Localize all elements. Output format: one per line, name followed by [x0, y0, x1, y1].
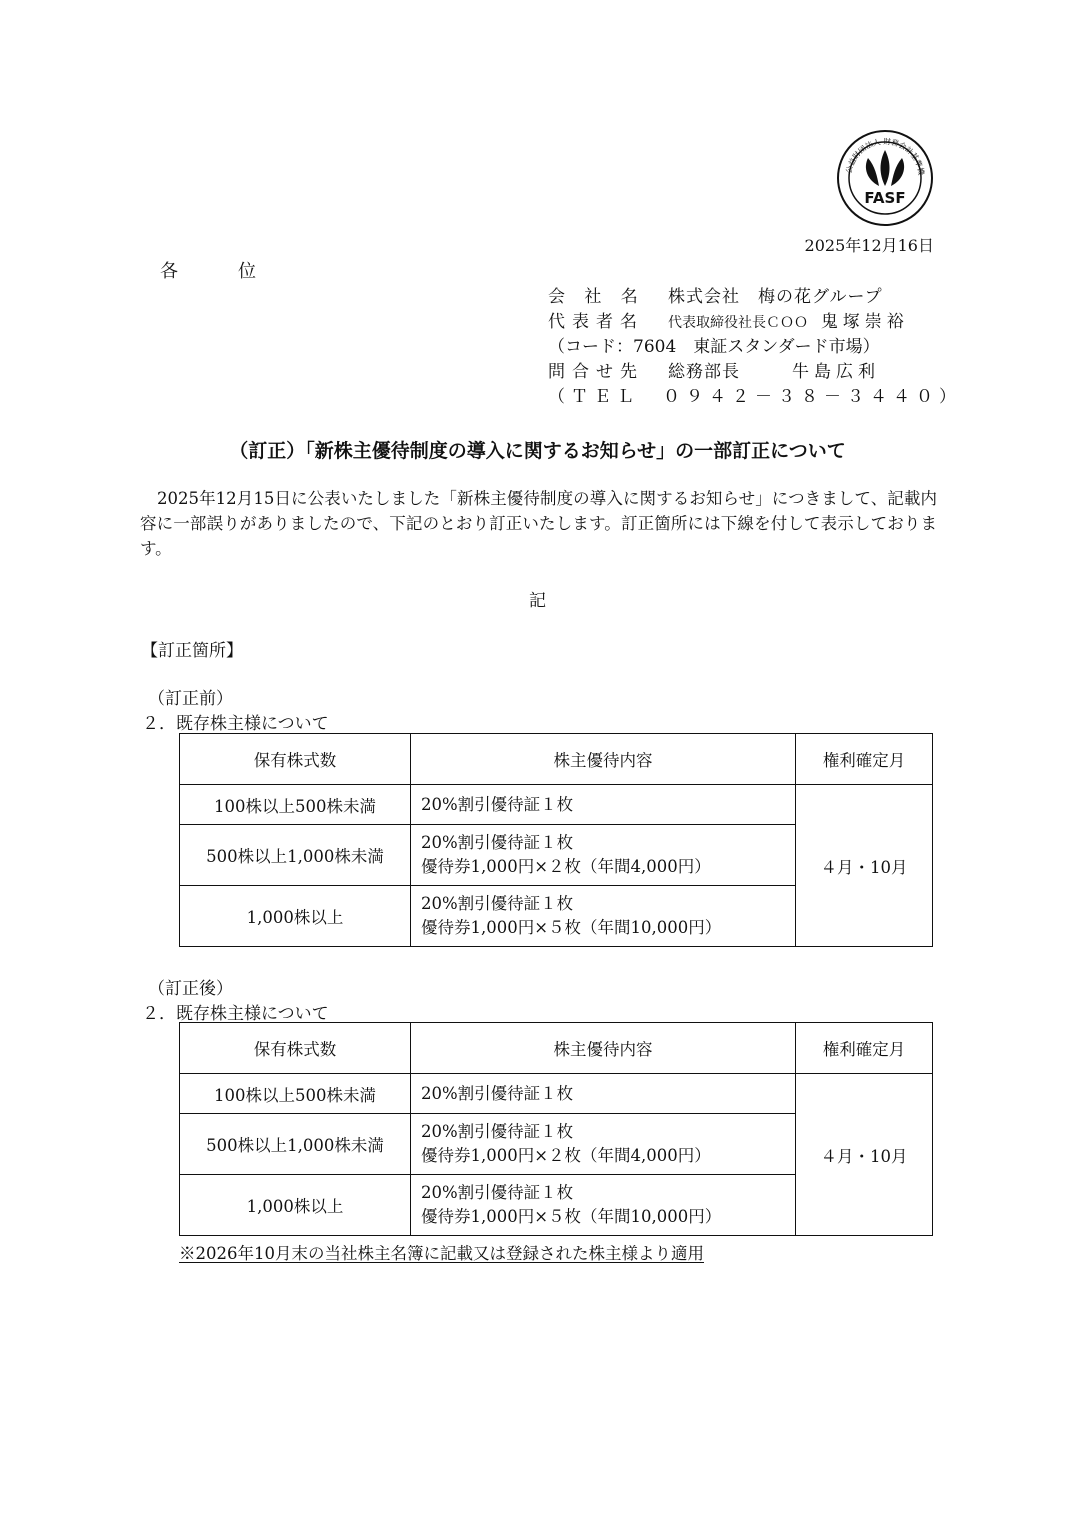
table-header-row	[180, 1023, 933, 1074]
content-line: 優待券1,000円×５枚（年間10,000円）	[421, 918, 722, 937]
content-cell	[411, 825, 796, 886]
company-label: 会 社 名	[548, 287, 645, 307]
shares-cell: 100株以上500株未満	[180, 1074, 411, 1114]
content-cell	[411, 1074, 796, 1114]
contact-tel: （ＴＥＬ ０９４２－３８－３４４０）	[548, 387, 962, 407]
before-item-heading: ２．既存株主様について	[142, 714, 329, 734]
addressee-char-1: 各	[160, 261, 178, 282]
correction-section-heading: 【訂正箇所】	[141, 641, 243, 661]
month-cell: ４月・10月	[796, 1074, 933, 1236]
header-shares: 保有株式数	[180, 1023, 411, 1074]
table-row	[180, 785, 933, 825]
content-line: 20%割引優待証１枚	[421, 894, 574, 913]
header-shares: 保有株式数	[180, 734, 411, 785]
header-content: 株主優待内容	[411, 734, 796, 785]
contact-label: 問合せ先	[548, 362, 644, 382]
document-title: （訂正）「新株主優待制度の導入に関するお知らせ」の一部訂正について	[229, 440, 846, 462]
after-correction-label: （訂正後）	[148, 979, 233, 999]
shares-cell: 1,000株以上	[180, 886, 411, 947]
content-line: 優待券1,000円×２枚（年間4,000円）	[421, 857, 711, 876]
content-line: 20%割引優待証１枚	[421, 833, 574, 852]
representative-name: 鬼塚崇裕	[820, 312, 909, 332]
content-line: 優待券1,000円×５枚（年間10,000円）	[421, 1207, 722, 1226]
header-month: 権利確定月	[796, 1023, 933, 1074]
content-cell	[411, 785, 796, 825]
after-item-heading: ２．既存株主様について	[142, 1004, 329, 1024]
header-content: 株主優待内容	[411, 1023, 796, 1074]
representative-label: 代表者名	[548, 312, 644, 332]
month-cell: ４月・10月	[796, 785, 933, 947]
contact-title: 総務部長	[668, 362, 740, 382]
shares-cell: 500株以上1,000株未満	[180, 825, 411, 886]
company-row	[548, 282, 883, 307]
ki-marker: 記	[529, 591, 546, 611]
content-cell	[411, 886, 796, 947]
company-name: 株式会社 梅の花グループ	[668, 287, 883, 307]
intro-paragraph: 2025年12月15日に公表いたしました「新株主優待制度の導入に関するお知らせ」につきまして、記載内容に一部誤りがありましたので、下記のとおり訂正いたします。訂正箇所には下線を付して表示しております。	[140, 489, 937, 558]
logo-abbr: FASF	[864, 189, 906, 207]
shares-cell: 100株以上500株未満	[180, 785, 411, 825]
shares-cell: 1,000株以上	[180, 1175, 411, 1236]
representative-row	[548, 307, 909, 332]
addressee-char-2: 位	[238, 261, 256, 282]
content-line: 20%割引優待証１枚	[421, 1122, 574, 1141]
table-header-row	[180, 734, 933, 785]
logo-ring-text: 公益財団法人 財務会計基準機	[844, 136, 926, 176]
applicability-note: ※2026年10月末の当社株主名簿に記載又は登録された株主様より適用	[179, 1244, 704, 1263]
issue-date: 2025年12月16日	[804, 236, 934, 255]
before-correction-label: （訂正前）	[148, 689, 233, 709]
content-cell	[411, 1114, 796, 1175]
representative-title: 代表取締役社長ＣＯＯ	[668, 315, 808, 331]
contact-row	[548, 357, 880, 382]
addressee	[160, 257, 256, 283]
content-line: 20%割引優待証１枚	[421, 1183, 574, 1202]
table-row	[180, 1074, 933, 1114]
content-line: 20%割引優待証１枚	[421, 794, 574, 814]
content-cell	[411, 1175, 796, 1236]
shares-cell: 500株以上1,000株未満	[180, 1114, 411, 1175]
content-line: 優待券1,000円×２枚（年間4,000円）	[421, 1146, 711, 1165]
contact-name: 牛島広利	[792, 362, 880, 382]
fasf-emblem-icon	[835, 128, 935, 228]
stock-code: （コード：7604 東証スタンダード市場）	[548, 337, 880, 357]
header-month: 権利確定月	[796, 734, 933, 785]
benefit-table-after	[179, 1022, 933, 1236]
fasf-logo	[835, 128, 935, 228]
benefit-table-before	[179, 733, 933, 947]
content-line: 20%割引優待証１枚	[421, 1083, 574, 1103]
